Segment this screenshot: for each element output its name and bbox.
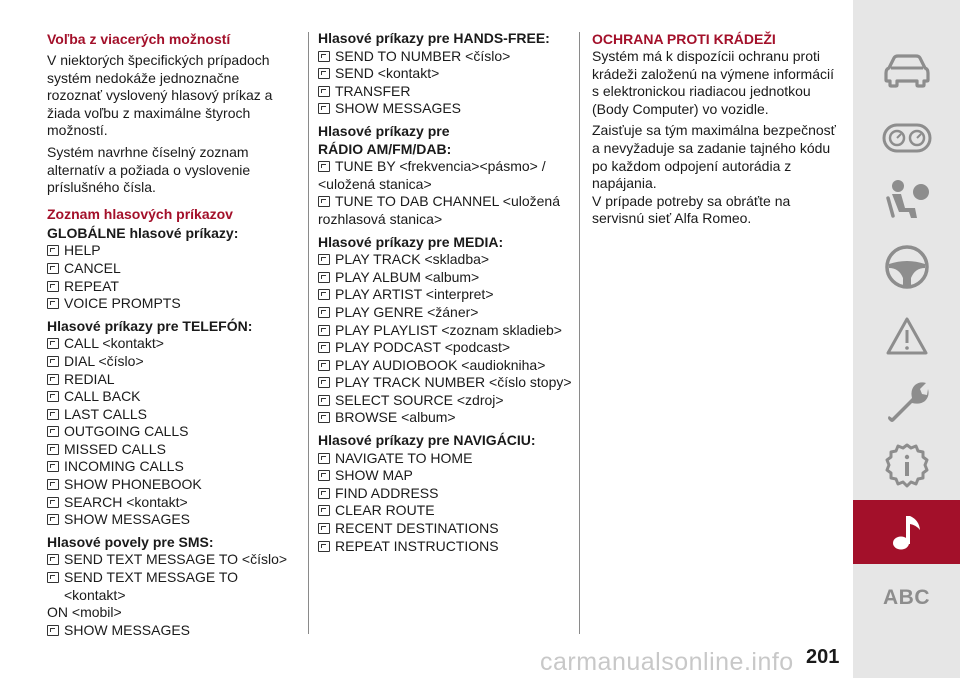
command-item: FIND ADDRESS <box>318 485 580 503</box>
checkbox-icon <box>318 505 330 516</box>
wrench-icon[interactable] <box>853 378 960 424</box>
paragraph-numbered-list: Systém navrhne číselný zoznam alternatív a požiada o vyslovenie príslušného čísla. <box>47 143 251 196</box>
checkbox-icon <box>47 391 59 402</box>
checkbox-icon <box>318 307 330 318</box>
checkbox-icon <box>318 254 330 265</box>
command-item: BROWSE <album> <box>318 409 580 427</box>
checkbox-icon <box>318 523 330 534</box>
command-item: PLAY ALBUM <album> <box>318 269 580 287</box>
checkbox-icon <box>318 342 330 353</box>
checkbox-icon <box>47 479 59 490</box>
checkbox-icon <box>47 572 59 583</box>
command-list-radio <box>318 158 580 228</box>
checkbox-icon <box>318 453 330 464</box>
checkbox-icon <box>318 161 330 172</box>
command-item: NAVIGATE TO HOME <box>318 450 580 468</box>
steering-wheel-icon[interactable] <box>853 244 960 290</box>
checkbox-icon <box>318 488 330 499</box>
checkbox-icon <box>318 272 330 283</box>
checkbox-icon <box>318 325 330 336</box>
command-item: CANCEL <box>47 260 297 278</box>
command-item: PLAY GENRE <žáner> <box>318 304 580 322</box>
checkbox-icon <box>47 426 59 437</box>
command-item: TRANSFER <box>318 83 580 101</box>
checkbox-icon <box>318 395 330 406</box>
subheading-radio: Hlasové príkazy pre RÁDIO AM/FM/DAB: <box>318 122 452 157</box>
seat-airbag-icon[interactable] <box>853 178 960 222</box>
command-list-media <box>318 251 580 427</box>
command-item: DIAL <číslo> <box>47 353 297 371</box>
command-item: REDIAL <box>47 371 297 389</box>
command-item: SEARCH <kontakt> <box>47 494 297 512</box>
warning-triangle-icon[interactable] <box>853 316 960 356</box>
command-item: SELECT SOURCE <zdroj> <box>318 392 580 410</box>
checkbox-icon <box>47 514 59 525</box>
checkbox-icon <box>47 374 59 385</box>
checkbox-icon <box>47 263 59 274</box>
subheading-global: GLOBÁLNE hlasové príkazy: <box>47 224 239 241</box>
paragraph-anti-theft: Systém má k dispozícii ochranu proti krádeži založenú na výmene informácií s elektronickou riadiacou jednotkou (Body Computer) vo vozidle. <box>592 48 835 117</box>
subheading-navigation: Hlasové príkazy pre NAVIGÁCIU: <box>318 432 536 449</box>
command-item: HELP <box>47 242 297 260</box>
checkbox-icon <box>47 554 59 565</box>
command-item: PLAY AUDIOBOOK <audiokniha> <box>318 357 580 375</box>
checkbox-icon <box>318 103 330 114</box>
checkbox-icon <box>318 470 330 481</box>
command-list-sms <box>47 551 297 639</box>
chapter-sidebar <box>853 0 960 678</box>
section-heading-anti-theft: OCHRANA PROTI KRÁDEŽI <box>592 31 776 47</box>
command-list-global <box>47 242 297 312</box>
checkbox-icon <box>318 68 330 79</box>
checkbox-icon <box>318 51 330 62</box>
command-item: SHOW MESSAGES <box>47 622 297 640</box>
command-item: CLEAR ROUTE <box>318 502 580 520</box>
command-item: OUTGOING CALLS <box>47 423 297 441</box>
command-continuation: rozhlasová stanica> <box>318 210 443 227</box>
command-item: TUNE BY <frekvencia><pásmo> / <box>318 158 580 176</box>
command-item: PLAY ARTIST <interpret> <box>318 286 580 304</box>
checkbox-icon <box>47 444 59 455</box>
command-list-handsfree <box>318 48 580 118</box>
checkbox-icon <box>318 377 330 388</box>
command-item: PLAY PLAYLIST <zoznam skladieb> <box>318 322 580 340</box>
command-item: SEND TO NUMBER <číslo> <box>318 48 580 66</box>
command-item: SEND TEXT MESSAGE TO <číslo> <box>47 551 297 569</box>
subheading-phone: Hlasové príkazy pre TELEFÓN: <box>47 317 253 334</box>
paragraph-security: Zaisťuje sa tým maximálna bezpečnosť a nevyžaduje sa zadanie tajného kódu po každom odpojení autorádia z napájania. <box>592 122 836 192</box>
command-list-navigation <box>318 450 580 556</box>
checkbox-icon <box>47 497 59 508</box>
checkbox-icon <box>318 289 330 300</box>
command-item: CALL <kontakt> <box>47 335 297 353</box>
checkbox-icon <box>318 541 330 552</box>
command-item: VOICE PROMPTS <box>47 295 297 313</box>
subheading-media: Hlasové príkazy pre MEDIA: <box>318 233 504 250</box>
paragraph-service: V prípade potreby sa obráťte na servisnú sieť Alfa Romeo. <box>592 192 791 227</box>
command-item: PLAY TRACK <skladba> <box>318 251 580 269</box>
index-abc-label[interactable]: ABC <box>883 586 930 609</box>
command-item: SHOW MAP <box>318 467 580 485</box>
column-divider-1 <box>308 32 309 634</box>
page-number: 201 <box>806 646 840 668</box>
command-item: REPEAT <box>47 278 297 296</box>
column-1 <box>47 30 297 639</box>
checkbox-icon <box>318 412 330 423</box>
command-item: RECENT DESTINATIONS <box>318 520 580 538</box>
checkbox-icon <box>47 461 59 472</box>
watermark: carmanualsonline.info <box>540 648 794 676</box>
command-item: TUNE TO DAB CHANNEL <uložená <box>318 193 580 211</box>
checkbox-icon <box>318 360 330 371</box>
command-item: SEND TEXT MESSAGE TO <kontakt> <box>47 569 297 604</box>
checkbox-icon <box>318 196 330 207</box>
car-icon[interactable] <box>853 50 960 88</box>
column-3 <box>592 30 842 228</box>
command-item: LAST CALLS <box>47 406 297 424</box>
subheading-handsfree: Hlasové príkazy pre HANDS-FREE: <box>318 30 550 46</box>
checkbox-icon <box>47 281 59 292</box>
section-heading-voice-commands: Zoznam hlasových príkazov <box>47 205 233 222</box>
checkbox-icon <box>47 409 59 420</box>
info-gear-icon[interactable] <box>853 442 960 490</box>
command-item: PLAY TRACK NUMBER <číslo stopy> <box>318 374 580 392</box>
command-item: INCOMING CALLS <box>47 458 297 476</box>
checkbox-icon <box>47 245 59 256</box>
command-continuation: <uložená stanica> <box>318 175 432 192</box>
command-item: CALL BACK <box>47 388 297 406</box>
section-heading-multiple-choice: Voľba z viacerých možností <box>47 31 231 47</box>
command-item: PLAY PODCAST <podcast> <box>318 339 580 357</box>
checkbox-icon <box>318 86 330 97</box>
command-continuation: ON <mobil> <box>47 604 122 621</box>
subheading-sms: Hlasové povely pre SMS: <box>47 533 214 550</box>
checkbox-icon <box>47 338 59 349</box>
column-2 <box>318 30 580 555</box>
command-item: MISSED CALLS <box>47 441 297 459</box>
command-list-phone <box>47 335 297 529</box>
command-item: SHOW PHONEBOOK <box>47 476 297 494</box>
command-item: SHOW MESSAGES <box>47 511 297 529</box>
checkbox-icon <box>47 298 59 309</box>
dashboard-icon[interactable] <box>853 123 960 153</box>
command-item: SHOW MESSAGES <box>318 100 580 118</box>
checkbox-icon <box>47 625 59 636</box>
music-note-icon[interactable] <box>853 512 960 552</box>
command-item: REPEAT INSTRUCTIONS <box>318 538 580 556</box>
command-item: SEND <kontakt> <box>318 65 580 83</box>
paragraph-multiple-choice: V niektorých špecifických prípadoch systém nedokáže jednoznačne rozoznať vyslovený hlasový príkaz a žiada voľbu z maximálne štyroch možností. <box>47 52 273 139</box>
checkbox-icon <box>47 356 59 367</box>
